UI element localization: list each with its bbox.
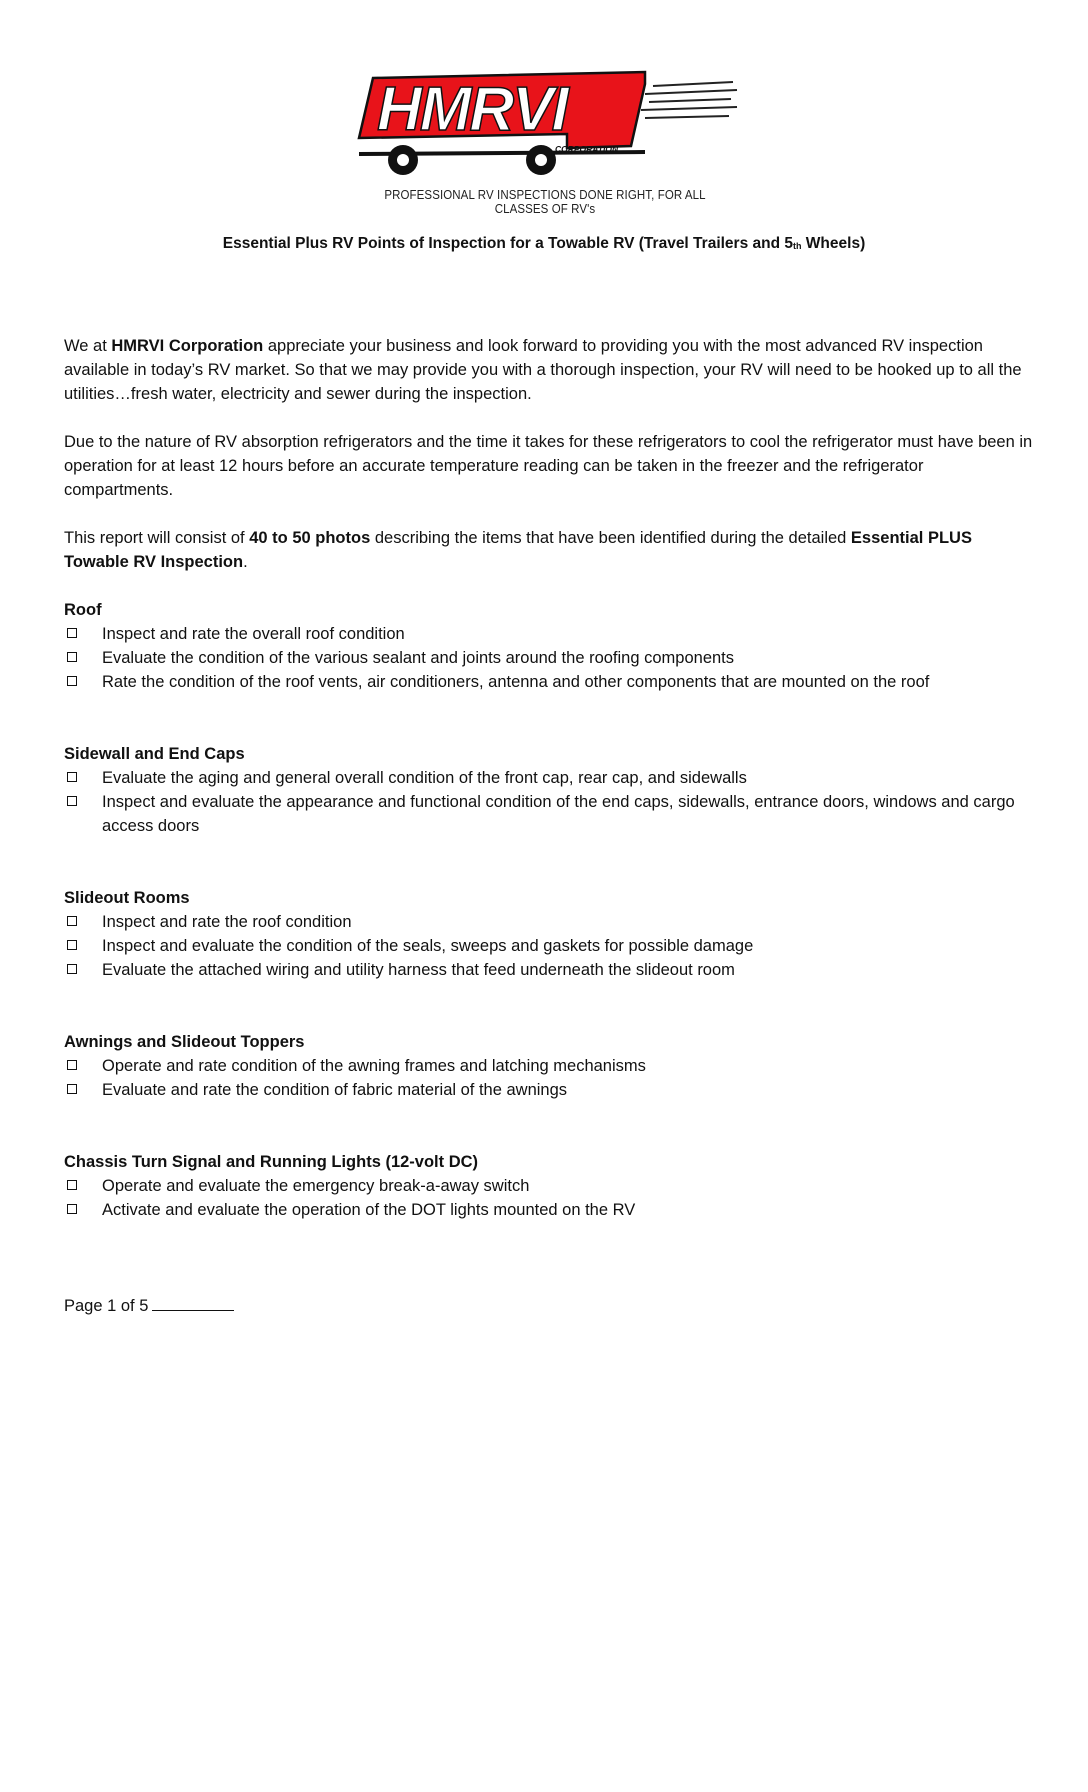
checkbox[interactable] bbox=[67, 772, 77, 782]
wordmark-text: HMRVI bbox=[377, 75, 567, 144]
item-text: Evaluate the aging and general overall condition of the front cap, rear cap, and sidewalls bbox=[102, 769, 747, 787]
item-text: Evaluate and rate the condition of fabric material of the awnings bbox=[102, 1081, 568, 1099]
checklist bbox=[64, 1054, 1034, 1102]
section-sidewall-end-caps bbox=[64, 742, 1034, 838]
checkbox[interactable] bbox=[67, 1084, 77, 1094]
checkbox[interactable] bbox=[67, 1060, 77, 1070]
checklist bbox=[64, 766, 1034, 838]
document-body bbox=[64, 334, 1034, 1318]
corporation-text: CORPORATION bbox=[555, 144, 619, 154]
checklist-item bbox=[64, 622, 1034, 646]
checklist bbox=[64, 622, 1034, 694]
section-chassis-lights bbox=[64, 1150, 1034, 1222]
checklist-item bbox=[64, 670, 1034, 694]
checklist-item bbox=[64, 1078, 1034, 1102]
item-text: Evaluate the condition of the various sealant and joints around the roofing components bbox=[102, 649, 735, 667]
checklist-item bbox=[64, 790, 1034, 838]
checkbox[interactable] bbox=[67, 796, 77, 806]
text: . bbox=[243, 553, 248, 571]
checkbox[interactable] bbox=[67, 628, 77, 638]
checklist bbox=[64, 910, 1034, 982]
initials-blank[interactable] bbox=[152, 1294, 234, 1311]
title-prefix: Essential Plus RV Points of Inspection for a Towable RV (Travel Trailers and 5 bbox=[222, 235, 793, 252]
item-text: Inspect and evaluate the condition of the seals, sweeps and gaskets for possible damage bbox=[102, 937, 754, 955]
item-text: Evaluate the attached wiring and utility harness that feed underneath the slideout room bbox=[102, 961, 735, 979]
wheel-icon bbox=[526, 145, 556, 175]
checklist-item bbox=[64, 646, 1034, 670]
page-number: Page 1 of 5 bbox=[64, 1297, 149, 1315]
section-title: Awnings and Slideout Toppers bbox=[64, 1033, 305, 1051]
intro-paragraph-2: Due to the nature of RV absorption refrigerators and the time it takes for these refrigerators to cool the refrigerator must have been in operation for at least 12 hours before an accurate temperature reading can be taken in the freezer and the refrigerator compartments. bbox=[64, 433, 1033, 499]
checklist-item bbox=[64, 1054, 1034, 1078]
intro-paragraph-1 bbox=[64, 334, 1034, 406]
checklist bbox=[64, 1174, 1034, 1222]
page-footer bbox=[64, 1294, 1034, 1318]
item-text: Inspect and rate the roof condition bbox=[102, 913, 352, 931]
hmrvi-logo bbox=[345, 68, 745, 238]
checkbox[interactable] bbox=[67, 1180, 77, 1190]
company-name: HMRVI Corporation bbox=[111, 337, 264, 355]
text: describing the items that have been identified during the detailed bbox=[370, 529, 851, 547]
checkbox[interactable] bbox=[67, 964, 77, 974]
intro-paragraph-3 bbox=[64, 526, 1034, 574]
photo-count: 40 to 50 photos bbox=[249, 529, 371, 547]
checklist-item bbox=[64, 910, 1034, 934]
text: This report will consist of bbox=[64, 529, 250, 547]
item-text: Inspect and rate the overall roof condition bbox=[102, 625, 405, 643]
item-text: Activate and evaluate the operation of the DOT lights mounted on the RV bbox=[102, 1201, 636, 1219]
item-text: Rate the condition of the roof vents, air conditioners, antenna and other components that are mounted on the roof bbox=[102, 673, 930, 691]
checkbox[interactable] bbox=[67, 1204, 77, 1214]
title-superscript: th bbox=[793, 241, 802, 251]
checkbox[interactable] bbox=[67, 676, 77, 686]
section-awnings-slideout-toppers bbox=[64, 1030, 1034, 1102]
document-title bbox=[0, 235, 1088, 253]
speed-lines-icon bbox=[641, 82, 737, 118]
section-roof bbox=[64, 598, 1034, 694]
item-text: Inspect and evaluate the appearance and functional condition of the end caps, sidewalls, entrance doors, windows and cargo access doors bbox=[102, 793, 1015, 835]
checklist-item bbox=[64, 766, 1034, 790]
item-text: Operate and rate condition of the awning frames and latching mechanisms bbox=[102, 1057, 646, 1075]
checkbox[interactable] bbox=[67, 652, 77, 662]
checklist-item bbox=[64, 958, 1034, 982]
rv-logo-graphic bbox=[345, 68, 745, 193]
text: We at bbox=[64, 337, 112, 355]
checkbox[interactable] bbox=[67, 940, 77, 950]
checkbox[interactable] bbox=[67, 916, 77, 926]
section-title: Roof bbox=[64, 601, 102, 619]
checklist-item bbox=[64, 1198, 1034, 1222]
section-title: Chassis Turn Signal and Running Lights (12-volt DC) bbox=[64, 1153, 479, 1171]
title-suffix: Wheels) bbox=[801, 235, 866, 252]
section-slideout-rooms bbox=[64, 886, 1034, 982]
checklist-item bbox=[64, 1174, 1034, 1198]
inspection-name: Essential PLUS Towable RV Inspection bbox=[64, 529, 972, 571]
checklist-item bbox=[64, 934, 1034, 958]
section-title: Slideout Rooms bbox=[64, 889, 190, 907]
text: appreciate your business and look forward to providing you with the most advanced RV inspection available in today’s RV market. So that we may provide you with a thorough inspection, your RV will need to be hooked up to all the utilities…fresh water, electricity and sewer during the inspection. bbox=[64, 337, 1022, 403]
item-text: Operate and evaluate the emergency break-a-away switch bbox=[102, 1177, 530, 1195]
section-title: Sidewall and End Caps bbox=[64, 745, 245, 763]
logo-tagline: PROFESSIONAL RV INSPECTIONS DONE RIGHT, FOR ALL CLASSES OF RV's bbox=[384, 188, 706, 216]
wheel-icon bbox=[388, 145, 418, 175]
